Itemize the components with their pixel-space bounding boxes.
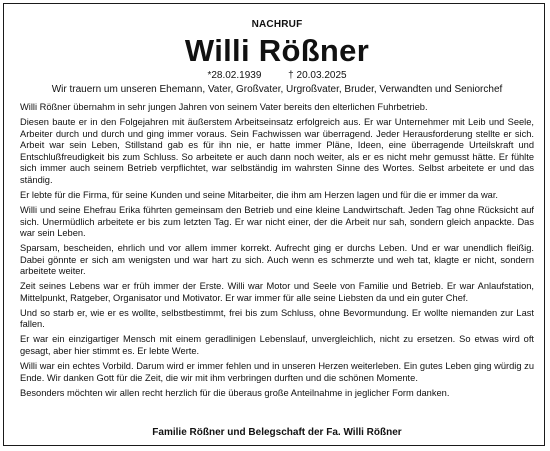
paragraph-1: Willi Rößner übernahm in sehr jungen Jahren von seinem Vater bereits den elterlichen Fuhrbetrieb. — [20, 102, 428, 112]
obituary-frame — [3, 3, 545, 446]
paragraph-9: Willi war ein echtes Vorbild. Darum wird er immer fehlen und in unseren Herzen weiterleben. Ein gutes Leben ging würdig zu Ende. Wir danken Gott für die Zeit, die wir mit ihm verbringen durften und die schönen Momente. — [20, 361, 534, 383]
paragraph-7: Und so starb er, wie er es wollte, selbstbestimmt, frei bis zum Schluss, ohne Bevormundung. Er wollte niemanden zur Last fallen. — [20, 307, 534, 330]
obituary-body — [20, 102, 534, 403]
paragraph-6: Zeit seines Lebens war er früh immer der Erste. Willi war Motor und Seele von Familie und Betrieb. Er war Anlaufstation, Mittelpunkt, Ratgeber, Organisator und Motivator. Er war immer für alle seine Liebsten da und ein guter Chef. — [20, 281, 534, 303]
paragraph-10: Besonders möchten wir allen recht herzlich für die überaus große Anteilnahme in jeglicher Form danken. — [20, 387, 450, 398]
paragraph-2: Diesen baute er in den Folgejahren mit äußerstem Arbeitseinsatz erfolgreich aus. Er war Unternehmer mit Leib und Seele, Arbeiter durch und durch und ging immer voraus. Sein Fachwissen war überragend. Jeder Herausforderung stellte er sich. Arbeit war sein Leben, Stillstand gab es für ihn nie, er hatte immer Pläne, Ideen, eine überragende Urteilskraft und Entschlußfreudigkeit bis zum Schluss. So arbeitete er auch dann noch weiter, als er es nicht mehr gemusst hätte. Er fühlte sich immer auch seinem Betrieb verpflichtet, war selbständig im wahrsten Sinne des Wortes. Selbst arbeitete er und das ständig. — [20, 116, 534, 185]
paragraph-5: Sparsam, bescheiden, ehrlich und vor allem immer korrekt. Aufrecht ging er durchs Leben. Und er war unendlich fleißig. Dabei gönnte er sich am wenigsten und war hart zu sich. Auch wenn es schmerzte und weh tat, klagte er nicht, sondern arbeitete weiter. — [20, 243, 534, 277]
death-date: † 20.03.2025 — [288, 70, 347, 81]
signoff: Familie Rößner und Belegschaft der Fa. Willi Rößner — [152, 427, 402, 438]
deceased-name: Willi Rößner — [184, 33, 370, 68]
paragraph-8: Er war ein einzigartiger Mensch mit einem geradlinigen Lebenslauf, unvergleichlich, nicht zu ersetzen. So etwas wird oft gesagt, aber hier stimmt es. Er lebte Werte. — [20, 334, 534, 357]
life-dates — [20, 70, 534, 82]
obituary-kicker: NACHRUF — [251, 19, 303, 30]
paragraph-3: Er lebte für die Firma, für seine Kunden und seine Mitarbeiter, die ihm am Herzen lagen und für die er immer da war. — [20, 189, 498, 200]
mourners-line: Wir trauern um unseren Ehemann, Vater, Großvater, Urgroßvater, Bruder, Verwandten und Seniorchef — [51, 84, 503, 95]
birth-date: *28.02.1939 — [207, 70, 262, 81]
paragraph-4: Willi und seine Ehefrau Erika führten gemeinsam den Betrieb und eine kleine Landwirtschaft. Jeden Tag ohne Rücksicht auf sich. Unermüdlich arbeitete er bis zum letzten Tag. Er war nicht einer, der die Arbeit nur sah, sondern gleich anpackte. Das war sein Leben. — [20, 204, 534, 239]
